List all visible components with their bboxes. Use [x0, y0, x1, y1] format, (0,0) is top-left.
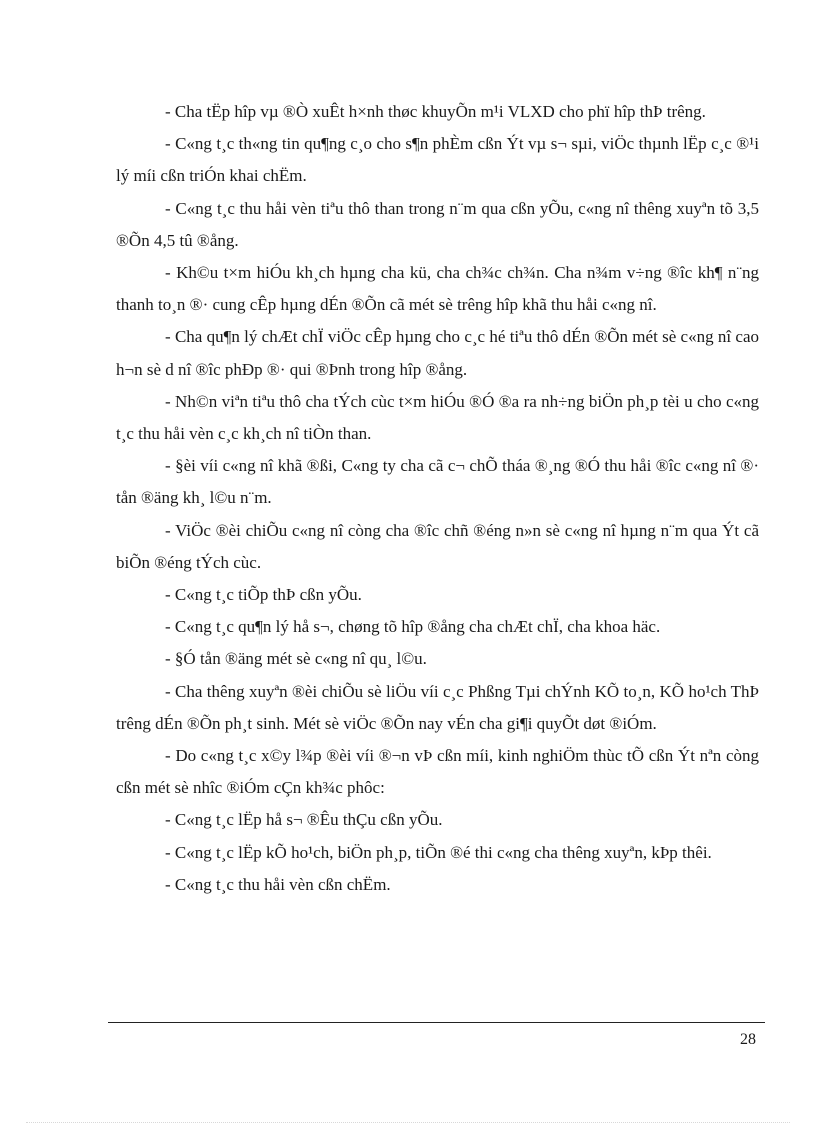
paragraph: - §èi víi c«ng nî khã ®ßi, C«ng ty cha cã c¬ chÕ tháa ®¸ng ®Ó thu håi ®îc c«ng nî ®· tån ®äng kh¸ l©u n¨m.	[116, 456, 759, 508]
paragraph: - C«ng t¸c th«ng tin qu¶ng c¸o cho s¶n phÈm cßn Ýt vµ s¬ sµi, viÖc thµnh lËp c¸c ®¹i lý míi cßn triÓn khai chËm.	[116, 134, 759, 186]
paragraph: - §Ó tån ®äng mét sè c«ng nî qu¸ l©u.	[165, 649, 427, 669]
paragraph: - Nh©n viªn tiªu thô cha tÝch cùc t×m hiÓu ®Ó ®a ra nh÷ng biÖn ph¸p tèi u cho c«ng t¸c thu håi vèn c¸c kh¸ch nî tiÒn than.	[116, 391, 759, 444]
paragraph: - C«ng t¸c lËp hå s¬ ®Êu thÇu cßn yÕu.	[165, 810, 443, 830]
page-number: 28	[740, 1031, 756, 1048]
paragraph: - Cha tËp hîp vµ ®Ò xuÊt h×nh thøc khuyÕn m¹i VLXD cho phï hîp thÞ trêng.	[165, 102, 706, 121]
paragraph: - Cha thêng xuyªn ®èi chiÕu sè liÖu víi c¸c Phßng Tµi chÝnh KÕ to¸n, KÕ ho¹ch ThÞ trêng dÉn ®Õn ph¸t sinh. Mét sè viÖc ®Õn nay vÉn cha gi¶i quyÕt døt ®iÓm.	[116, 681, 759, 733]
paragraph: - ViÖc ®èi chiÕu c«ng nî còng cha ®îc chñ ®éng n»n sè c«ng nî hµng n¨m qua Ýt cã biÕn ®éng tÝch cùc.	[116, 520, 759, 572]
paragraph: - C«ng t¸c lËp kÕ ho¹ch, biÖn ph¸p, tiÕn ®é thi c«ng cha thêng xuyªn, kÞp thêi.	[165, 842, 712, 862]
paragraph: - C«ng t¸c thu håi vèn tiªu thô than trong n¨m qua cßn yÕu, c«ng nî thêng xuyªn tõ 3,5 ®Õn 4,5 tû ®ång.	[116, 198, 759, 250]
body-text	[116, 96, 759, 901]
paragraph: - C«ng t¸c qu¶n lý hå s¬, chøng tõ hîp ®ång cha chÆt chÏ, cha khoa häc.	[165, 617, 661, 637]
footer-divider	[108, 1022, 765, 1023]
paragraph: - Do c«ng t¸c x©y l¾p ®èi víi ®¬n vÞ cßn míi, kinh nghiÖm thùc tÕ cßn Ýt nªn còng cßn mét sè nhîc ®iÓm cÇn kh¾c phôc:	[116, 746, 759, 798]
paragraph: - Cha qu¶n lý chÆt chÏ viÖc cÊp hµng cho c¸c hé tiªu thô dÉn ®Õn mét sè c«ng nî cao h¬n sè d nî ®îc phÐp ®· qui ®Þnh trong hîp ®ång.	[116, 327, 759, 379]
paragraph: - Kh©u t×m hiÓu kh¸ch hµng cha kü, cha ch¾c ch¾n. Cha n¾m v÷ng ®îc kh¶ n¨ng thanh to¸n ®· cung cÊp hµng dÉn ®Õn cã mét sè trêng hîp khã thu håi c«ng nî.	[116, 263, 759, 315]
paragraph: - C«ng t¸c tiÕp thÞ cßn yÕu.	[165, 585, 362, 605]
paragraph: - C«ng t¸c thu håi vèn cßn chËm.	[165, 874, 391, 894]
